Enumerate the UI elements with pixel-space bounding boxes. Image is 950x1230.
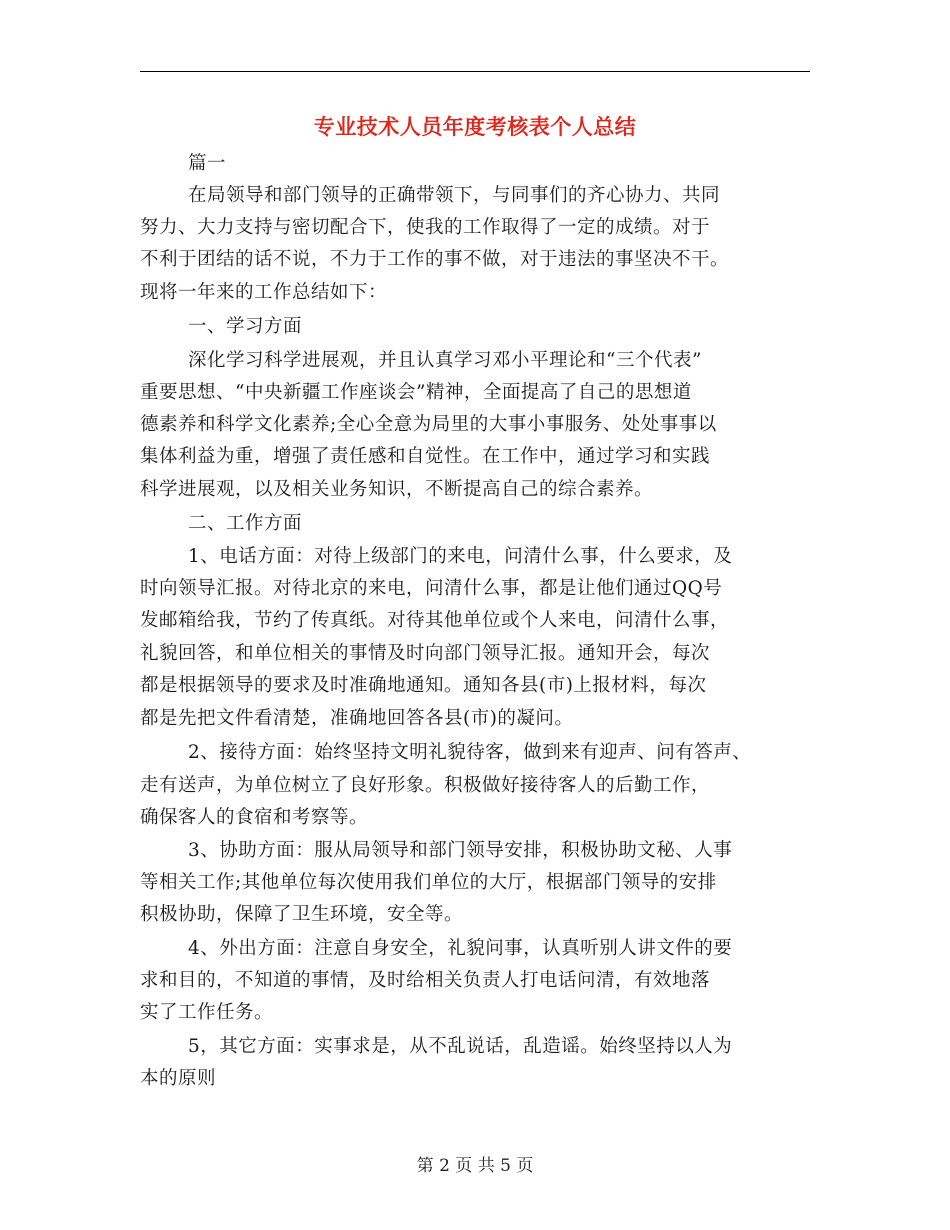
paragraph-line: 积极协助，保障了卫生环境，安全等。: [140, 904, 464, 925]
paragraph-line: 4、外出方面：注意自身安全，礼貌问事，认真听别人讲文件的要: [188, 938, 733, 959]
paragraph-line: 求和目的，不知道的事情，及时给相关负责人打电话问清，有效地落: [140, 970, 711, 991]
paragraph-line: 礼貌回答，和单位相关的事情及时向部门领导汇报。通知开会，每次: [140, 643, 711, 664]
paragraph-line: 发邮箱给我，节约了传真纸。对待其他单位或个人来电，问清什么事，: [140, 610, 730, 631]
section-heading: 一、学习方面: [188, 316, 303, 337]
paragraph-line: 时向领导汇报。对待北京的来电，问清什么事，都是让他们通过QQ号: [140, 578, 723, 599]
paragraph-line: 不利于团结的话不说，不力于工作的事不做，对于违法的事坚决不干。: [140, 249, 730, 270]
paragraph-line: 都是根据领导的要求及时准确地通知。通知各县(市)上报材料，每次: [140, 675, 707, 696]
paragraph-line: 德素养和科学文化素养;全心全意为局里的大事小事服务、处处事事以: [140, 414, 717, 435]
paragraph-line: 走有送声，为单位树立了良好形象。积极做好接待客人的后勤工作，: [140, 775, 711, 796]
paragraph-line: 努力、大力支持与密切配合下，使我的工作取得了一定的成绩。对于: [140, 217, 711, 238]
paragraph-line: 深化学习科学进展观，并且认真学习邓小平理论和“三个代表”: [188, 350, 702, 371]
paragraph-line: 实了工作任务。: [140, 1002, 274, 1023]
paragraph-line: 确保客人的食宿和考察等。: [140, 807, 369, 828]
paragraph-line: 2、接待方面：始终坚持文明礼貌待客，做到来有迎声、问有答声、: [188, 742, 752, 763]
paragraph-line: 在局领导和部门领导的正确带领下，与同事们的齐心协力、共同: [188, 185, 721, 206]
paragraph-line: 重要思想、“中央新疆工作座谈会”精神，全面提高了自己的思想道: [140, 382, 692, 403]
page-number: 第 2 页 共 5 页: [416, 1156, 534, 1176]
paragraph-line: 科学进展观，以及相关业务知识，不断提高自己的综合素养。: [140, 479, 654, 500]
section-heading: 篇一: [188, 153, 227, 174]
paragraph-line: 集体利益为重，增强了责任感和自觉性。在工作中，通过学习和实践: [140, 446, 711, 467]
paragraph-line: 本的原则: [140, 1068, 217, 1089]
paragraph-line: 1、电话方面：对待上级部门的来电，问清什么事，什么要求，及: [188, 546, 733, 567]
paragraph-line: 都是先把文件看清楚，准确地回答各县(市)的凝问。: [140, 708, 574, 729]
document-title: 专业技术人员年度考核表个人总结: [313, 114, 637, 139]
paragraph-line: 5，其它方面：实事求是，从不乱说话，乱造谣。始终坚持以人为: [188, 1036, 733, 1057]
header-rule: [140, 71, 810, 72]
paragraph-line: 现将一年来的工作总结如下：: [140, 282, 388, 303]
paragraph-line: 等相关工作;其他单位每次使用我们单位的大厅，根据部门领导的安排: [140, 872, 717, 893]
section-heading: 二、工作方面: [188, 513, 303, 534]
paragraph-line: 3、协助方面：服从局领导和部门领导安排，积极协助文秘、人事: [188, 840, 733, 861]
